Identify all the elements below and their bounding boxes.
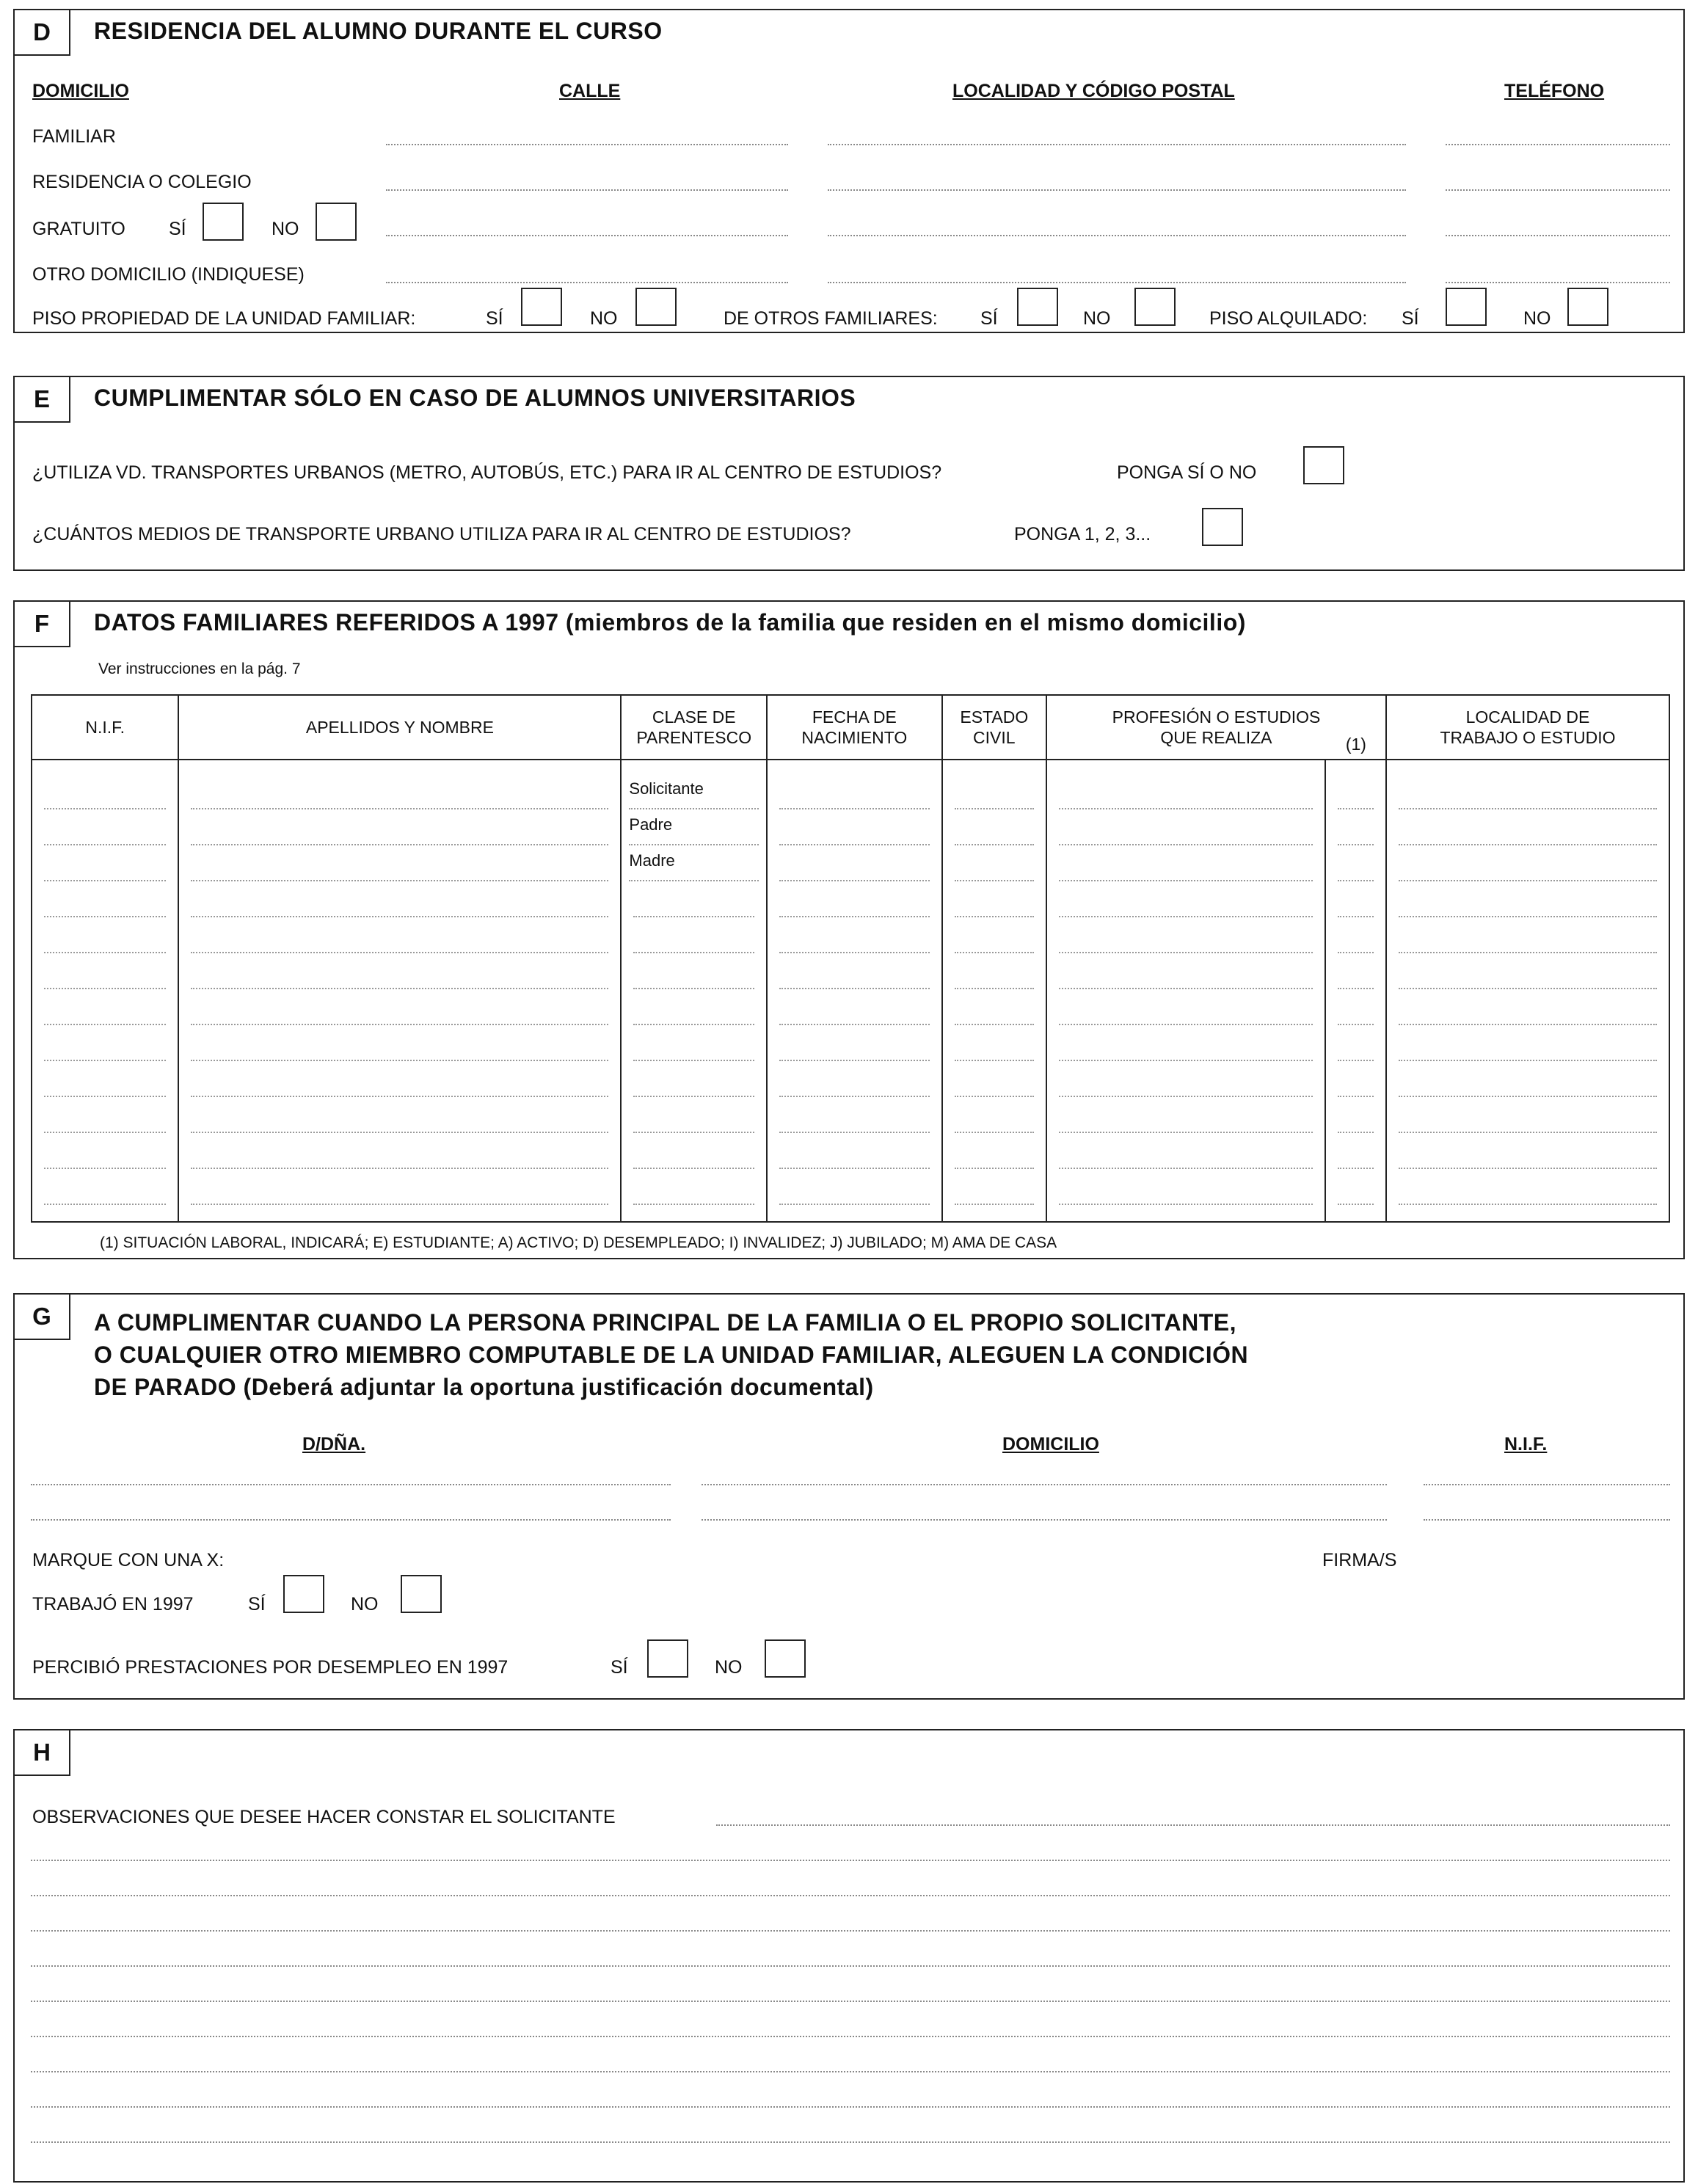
trabajo-no-label: NO (351, 1594, 379, 1615)
row-gratuito-label: GRATUITO (32, 219, 125, 239)
parentesco-padre: Padre (629, 809, 759, 845)
observaciones-field-9[interactable] (31, 2106, 1670, 2108)
dona-field-1[interactable] (31, 1484, 671, 1485)
nif-field-2[interactable] (1424, 1519, 1670, 1521)
transport-hint: PONGA SÍ O NO (1117, 462, 1257, 483)
observaciones-field-2[interactable] (31, 1860, 1670, 1861)
otro-localidad-field[interactable] (828, 282, 1406, 283)
gratuito-localidad-field[interactable] (828, 235, 1406, 236)
section-f-tag: F (15, 602, 70, 647)
observaciones-field-5[interactable] (31, 1965, 1670, 1967)
header-profesion: PROFESIÓN O ESTUDIOS QUE REALIZA (1) (1046, 695, 1386, 760)
section-g (13, 1293, 1685, 1700)
col-localidad-header: LOCALIDAD Y CÓDIGO POSTAL (952, 81, 1235, 101)
piso-propiedad-si-checkbox[interactable] (521, 288, 562, 326)
section-d-tag: D (15, 10, 70, 56)
otro-telefono-field[interactable] (1446, 282, 1670, 283)
row-familiar-label: FAMILIAR (32, 126, 116, 147)
section-f (13, 600, 1685, 1259)
transport-count-question: ¿CUÁNTOS MEDIOS DE TRANSPORTE URBANO UTILIZA PARA IR AL CENTRO DE ESTUDIOS? (32, 524, 851, 545)
observaciones-field-3[interactable] (31, 1895, 1670, 1896)
parentesco-solicitante: Solicitante (629, 774, 759, 809)
parentesco-madre: Madre (629, 845, 759, 881)
otros-familiares-si-checkbox[interactable] (1017, 288, 1058, 326)
parentesco-column[interactable] (621, 760, 767, 1222)
col-nif-header-g: N.I.F. (1504, 1434, 1548, 1455)
header-profesion-ref: (1) (1345, 735, 1366, 754)
col-domicilio-header: DOMICILIO (32, 81, 129, 101)
observaciones-label: OBSERVACIONES QUE DESEE HACER CONSTAR EL SOLICITANTE (32, 1807, 616, 1827)
estado-column[interactable] (942, 760, 1046, 1222)
observaciones-field-8[interactable] (31, 2071, 1670, 2072)
otro-calle-field[interactable] (386, 282, 788, 283)
otros-familiares-no-label: NO (1083, 308, 1111, 329)
dona-field-2[interactable] (31, 1519, 671, 1521)
familiar-telefono-field[interactable] (1446, 144, 1670, 145)
piso-alquilado-si-label: SÍ (1402, 308, 1419, 329)
domicilio-field-2[interactable] (702, 1519, 1387, 1521)
section-h-tag: H (15, 1730, 70, 1776)
header-apellidos: APELLIDOS Y NOMBRE (178, 695, 621, 760)
situacion-column[interactable] (1325, 760, 1386, 1222)
gratuito-no-checkbox[interactable] (316, 203, 357, 241)
transport-answer-box[interactable] (1303, 446, 1344, 484)
piso-propiedad-no-checkbox[interactable] (635, 288, 677, 326)
family-table (31, 694, 1670, 1223)
col-telefono-header: TELÉFONO (1504, 81, 1605, 101)
piso-propiedad-no-label: NO (590, 308, 618, 329)
section-d-title: RESIDENCIA DEL ALUMNO DURANTE EL CURSO (94, 18, 663, 44)
transport-count-box[interactable] (1202, 508, 1243, 546)
row-otro-label: OTRO DOMICILIO (INDIQUESE) (32, 264, 305, 285)
apellidos-column[interactable] (178, 760, 621, 1222)
residencia-calle-field[interactable] (386, 189, 788, 191)
section-g-title: A CUMPLIMENTAR CUANDO LA PERSONA PRINCIPAL DE LA FAMILIA O EL PROPIO SOLICITANTE, O CUALQUIER OTRO MIEMBRO COMPUTABLE DE LA UNIDAD FAMILIAR, ALEGUEN LA CONDICIÓN DE PARADO (Deberá adjuntar la oportuna justificación documental) (94, 1309, 1249, 1400)
trabajo-no-checkbox[interactable] (401, 1575, 442, 1613)
section-g-tag: G (15, 1295, 70, 1340)
header-nif: N.I.F. (32, 695, 178, 760)
header-fecha: FECHA DE NACIMIENTO (767, 695, 942, 760)
gratuito-no-label: NO (272, 219, 299, 239)
familiar-calle-field[interactable] (386, 144, 788, 145)
piso-propiedad-label: PISO PROPIEDAD DE LA UNIDAD FAMILIAR: (32, 308, 416, 329)
observaciones-field-7[interactable] (31, 2036, 1670, 2037)
section-e-tag: E (15, 377, 70, 423)
transport-question: ¿UTILIZA VD. TRANSPORTES URBANOS (METRO, AUTOBÚS, ETC.) PARA IR AL CENTRO DE ESTUDIOS? (32, 462, 942, 483)
section-f-title: DATOS FAMILIARES REFERIDOS A 1997 (miembros de la familia que residen en el mismo domicilio) (94, 609, 1246, 636)
piso-alquilado-no-checkbox[interactable] (1567, 288, 1608, 326)
header-estado: ESTADO CIVIL (942, 695, 1046, 760)
piso-alquilado-si-checkbox[interactable] (1446, 288, 1487, 326)
piso-alquilado-no-label: NO (1523, 308, 1551, 329)
header-parentesco: CLASE DE PARENTESCO (621, 695, 767, 760)
col-dona-header: D/DÑA. (302, 1434, 366, 1455)
nif-column[interactable] (32, 760, 178, 1222)
trabajo-si-label: SÍ (248, 1594, 266, 1615)
section-e (13, 376, 1685, 571)
section-h (13, 1729, 1685, 2183)
residencia-telefono-field[interactable] (1446, 189, 1670, 191)
percibio-label: PERCIBIÓ PRESTACIONES POR DESEMPLEO EN 1997 (32, 1657, 509, 1678)
otros-familiares-si-label: SÍ (980, 308, 998, 329)
section-f-note: Ver instrucciones en la pág. 7 (98, 660, 301, 677)
gratuito-telefono-field[interactable] (1446, 235, 1670, 236)
localidad-column[interactable] (1386, 760, 1669, 1222)
section-d (13, 9, 1685, 333)
trabajo-label: TRABAJÓ EN 1997 (32, 1594, 194, 1615)
gratuito-calle-field[interactable] (386, 235, 788, 236)
observaciones-field-6[interactable] (31, 2001, 1670, 2002)
profesion-column[interactable] (1046, 760, 1325, 1222)
header-localidad: LOCALIDAD DE TRABAJO O ESTUDIO (1386, 695, 1669, 760)
gratuito-si-checkbox[interactable] (203, 203, 244, 241)
residencia-localidad-field[interactable] (828, 189, 1406, 191)
percibio-si-label: SÍ (611, 1657, 628, 1678)
otros-familiares-label: DE OTROS FAMILIARES: (724, 308, 938, 329)
observaciones-field-1[interactable] (716, 1824, 1670, 1826)
observaciones-field-10[interactable] (31, 2141, 1670, 2143)
percibio-si-checkbox[interactable] (647, 1639, 688, 1678)
percibio-no-checkbox[interactable] (765, 1639, 806, 1678)
section-e-title: CUMPLIMENTAR SÓLO EN CASO DE ALUMNOS UNIVERSITARIOS (94, 385, 856, 411)
percibio-no-label: NO (715, 1657, 743, 1678)
firma-label: FIRMA/S (1322, 1550, 1397, 1570)
col-calle-header: CALLE (559, 81, 621, 101)
col-domicilio-header-g: DOMICILIO (1002, 1434, 1099, 1455)
observaciones-field-4[interactable] (31, 1930, 1670, 1932)
nif-field-1[interactable] (1424, 1484, 1670, 1485)
transport-count-hint: PONGA 1, 2, 3... (1014, 524, 1151, 545)
situacion-footnote: (1) SITUACIÓN LABORAL, INDICARÁ; E) ESTUDIANTE; A) ACTIVO; D) DESEMPLEADO; I) INVALIDEZ; J) JUBILADO; M) AMA DE CASA (100, 1234, 1057, 1251)
trabajo-si-checkbox[interactable] (283, 1575, 324, 1613)
familiar-localidad-field[interactable] (828, 144, 1406, 145)
piso-propiedad-si-label: SÍ (486, 308, 503, 329)
domicilio-field-1[interactable] (702, 1484, 1387, 1485)
gratuito-si-label: SÍ (169, 219, 186, 239)
otros-familiares-no-checkbox[interactable] (1134, 288, 1176, 326)
fecha-column[interactable] (767, 760, 942, 1222)
row-residencia-label: RESIDENCIA O COLEGIO (32, 172, 252, 192)
marque-label: MARQUE CON UNA X: (32, 1550, 225, 1570)
piso-alquilado-label: PISO ALQUILADO: (1209, 308, 1368, 329)
